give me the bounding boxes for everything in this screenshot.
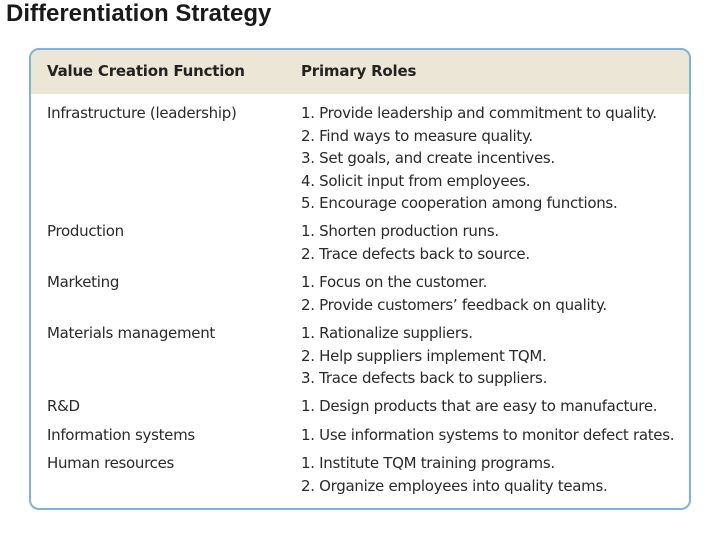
role-item: 3. Set goals, and create incentives. [301, 149, 555, 167]
roles-list [301, 322, 547, 390]
role-item: 1. Rationalize suppliers. [301, 324, 473, 342]
slide-title-line2: Differentiation Strategy [6, 0, 272, 27]
function-label: Production [47, 222, 124, 240]
roles-list [301, 452, 607, 497]
function-label: Information systems [47, 426, 195, 444]
role-item: 3. Trace defects back to suppliers. [301, 369, 548, 387]
roles-list [301, 220, 530, 265]
role-item: 1. Focus on the customer. [301, 273, 488, 291]
roles-list [301, 102, 657, 215]
role-item: 1. Provide leadership and commitment to quality. [301, 104, 657, 122]
function-label: Infrastructure (leadership) [47, 104, 237, 122]
function-label: Human resources [47, 454, 175, 472]
roles-table [29, 48, 691, 510]
role-item: 2. Trace defects back to source. [301, 244, 530, 263]
function-label: R&D [47, 397, 80, 415]
role-item: 2. Help suppliers implement TQM. [301, 346, 547, 365]
roles-list [301, 424, 674, 447]
role-item: 4. Solicit input from employees. [301, 171, 531, 190]
role-item: 5. Encourage cooperation among functions. [301, 194, 618, 212]
roles-list [301, 271, 607, 316]
role-item: 1. Shorten production runs. [301, 222, 499, 240]
roles-list [301, 395, 657, 418]
header-primary-roles: Primary Roles [301, 62, 417, 80]
role-item: 2. Provide customers’ feedback on quality. [301, 295, 607, 314]
role-item: 2. Find ways to measure quality. [301, 126, 533, 145]
role-item: 1. Design products that are easy to manufacture. [301, 397, 658, 415]
role-item: 2. Organize employees into quality teams. [301, 476, 608, 495]
function-label: Marketing [47, 273, 120, 291]
function-label: Materials management [47, 324, 216, 342]
header-value-creation-function: Value Creation Function [47, 62, 245, 80]
slide-title [6, 0, 490, 28]
role-item: 1. Use information systems to monitor defect rates. [301, 426, 675, 444]
role-item: 1. Institute TQM training programs. [301, 454, 555, 472]
table-header [31, 50, 689, 94]
